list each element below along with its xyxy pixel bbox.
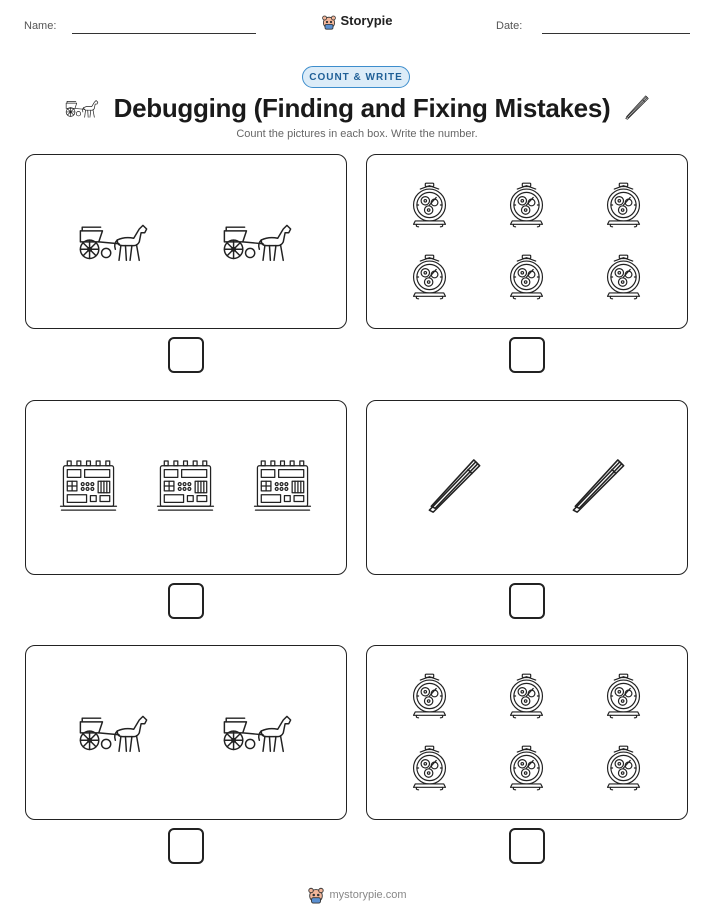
clock-icon	[511, 746, 543, 790]
clock-icon	[414, 183, 446, 227]
date-label: Date:	[496, 20, 523, 32]
answer-box[interactable]	[168, 828, 204, 864]
count-write-badge: COUNT & WRITE	[302, 66, 410, 88]
clock-icon	[511, 183, 543, 227]
picture-box-horse-carriage	[25, 645, 347, 820]
clock-icon	[414, 746, 446, 790]
answer-box[interactable]	[509, 828, 545, 864]
circuit-board-icon	[255, 461, 311, 510]
horse-carriage-icon	[80, 716, 146, 751]
answer-box[interactable]	[168, 583, 204, 619]
picture-box-clock	[366, 154, 688, 329]
circuit-board-icon	[158, 461, 214, 510]
clock-icon	[608, 674, 640, 718]
clock-icon	[608, 746, 640, 790]
date-line[interactable]	[542, 33, 690, 34]
footer	[0, 886, 714, 904]
circuit-board-icon	[61, 461, 117, 510]
answer-box[interactable]	[509, 337, 545, 373]
picture-box-circuit-board	[25, 400, 347, 575]
clock-icon	[608, 255, 640, 299]
footer-url: mystorypie.com	[329, 888, 407, 901]
tweezers-icon	[573, 460, 623, 512]
title-row	[0, 92, 714, 124]
picture-box-art	[26, 401, 345, 573]
horse-carriage-icon	[224, 225, 290, 260]
picture-box-art	[367, 155, 686, 327]
clock-icon	[511, 255, 543, 299]
picture-box-horse-carriage	[25, 154, 347, 329]
picture-box-clock	[366, 645, 688, 820]
horse-carriage-icon	[64, 97, 100, 119]
clock-icon	[608, 183, 640, 227]
name-line[interactable]	[72, 33, 256, 34]
name-label: Name:	[24, 20, 57, 32]
horse-carriage-icon	[80, 225, 146, 260]
storypie-mascot-icon	[307, 886, 325, 904]
storypie-mascot-icon	[321, 14, 337, 30]
picture-box-art	[367, 401, 686, 573]
page-title: Debugging (Finding and Fixing Mistakes)	[113, 92, 611, 123]
brand-name: Storypie	[340, 13, 393, 28]
clock-icon	[414, 255, 446, 299]
answer-box[interactable]	[168, 337, 204, 373]
clock-icon	[511, 674, 543, 718]
tweezers-icon	[429, 460, 479, 512]
brand-logo	[0, 13, 714, 30]
picture-box-art	[26, 155, 345, 327]
tweezers-icon	[624, 95, 650, 121]
picture-box-art	[367, 646, 686, 818]
answer-box[interactable]	[509, 583, 545, 619]
instructions: Count the pictures in each box. Write the number.	[236, 128, 478, 140]
picture-box-tweezers	[366, 400, 688, 575]
horse-carriage-icon	[224, 716, 290, 751]
picture-box-art	[26, 646, 345, 818]
clock-icon	[414, 674, 446, 718]
